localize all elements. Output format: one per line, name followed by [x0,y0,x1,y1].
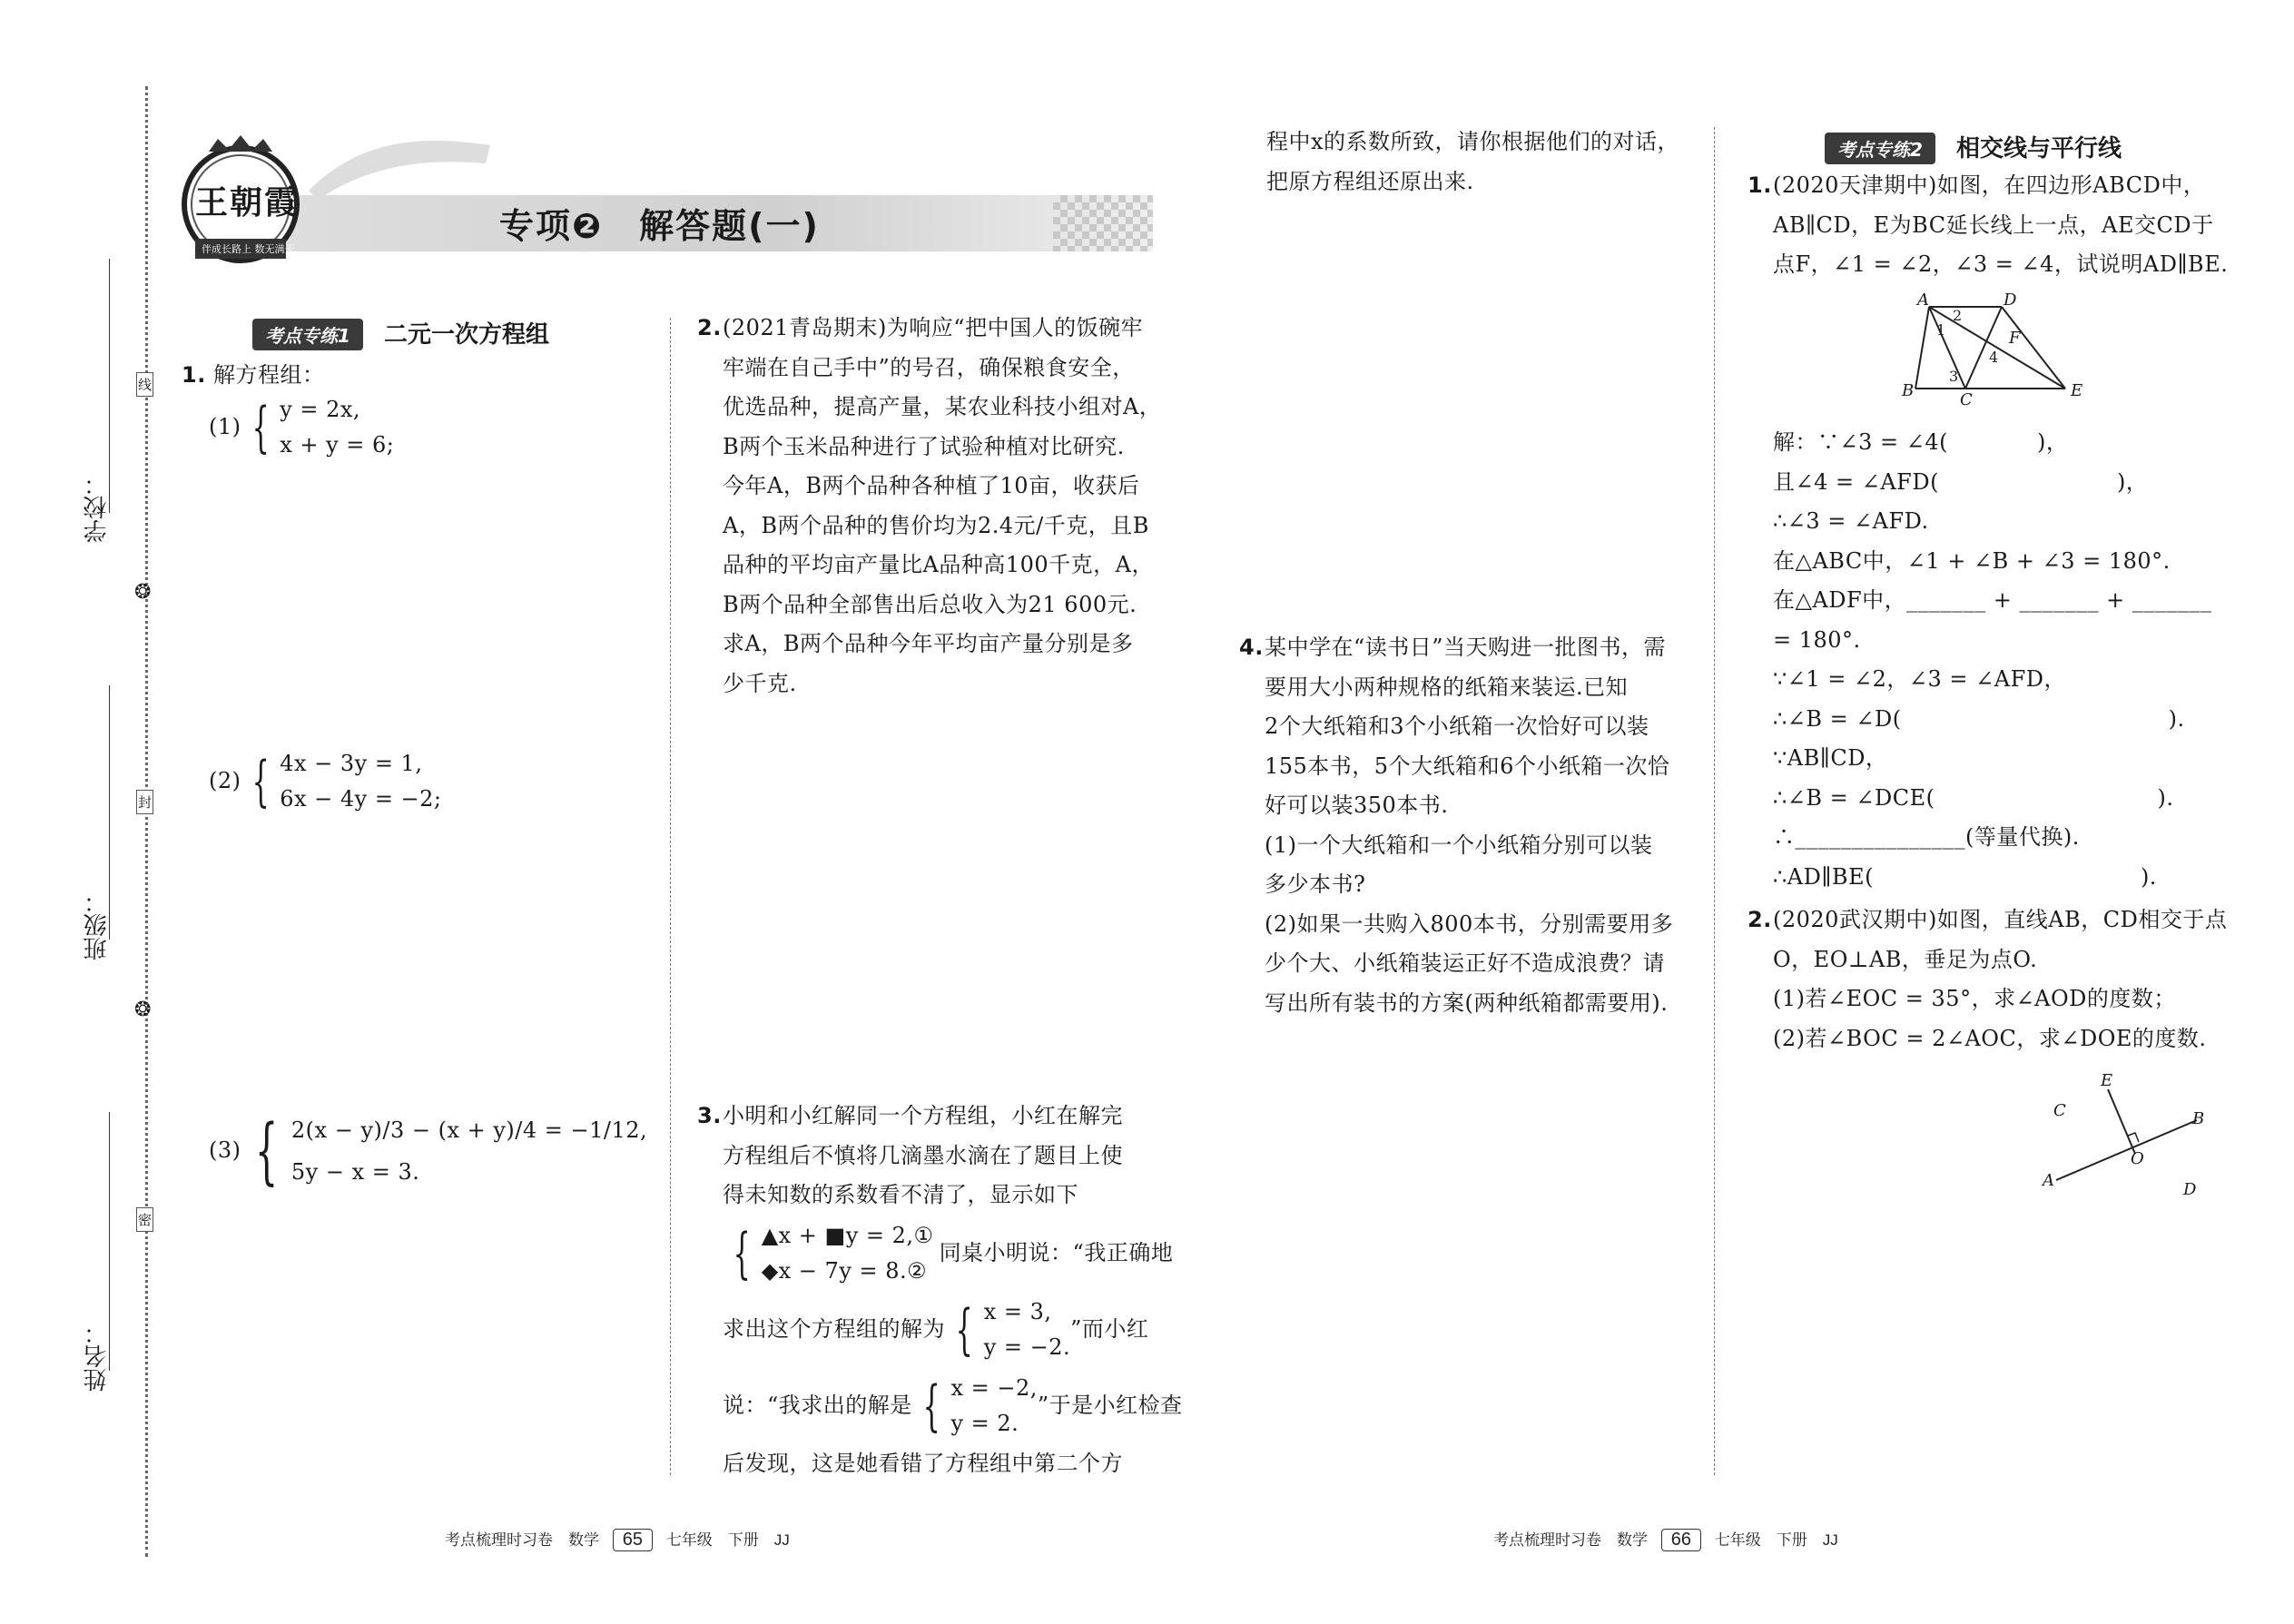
footer-grade: 七年级 下册 JJ [665,1531,790,1549]
solution-line: ∴∠3 = ∠AFD. [1773,508,1929,534]
text-line: (1)一个大纸箱和一个小纸箱分别可以装 [1265,832,1653,858]
question-text: 解方程组： [212,362,325,388]
solution-line: ∴∠B = ∠D( ). [1773,705,2185,732]
solution-line: 且∠4 = ∠AFD( )， [1773,468,2149,495]
equation: 5y − x = 3. [290,1159,420,1185]
question-body [1773,901,2227,1058]
ornament-icon: ❂ [134,999,152,1021]
solution-line: 在△ABC中，∠1 + ∠B + ∠3 = 180°. [1773,547,2171,574]
text-line: 小明和小红解同一个方程组，小红在解完 [723,1103,1123,1128]
text-line: O，EO⊥AB，垂足为点O. [1773,946,2038,972]
text-line: 品种的平均亩产量比A品种高100千克，A， [723,552,1154,577]
fig-label: C [2053,1101,2066,1120]
solution-line [723,1368,1183,1444]
text-line: 方程组后不慎将几滴墨水滴在了题目上使 [723,1142,1123,1168]
question-1 [182,356,324,396]
brace: { [251,396,270,459]
text-line: 牢端在自己手中”的号召，确保粮食安全， [723,354,1135,380]
ornament-icon: ❂ [134,581,152,604]
question-number: 3. [697,1103,722,1128]
geometry-diagram [2043,1071,2206,1216]
class-underline [109,685,110,940]
page-number: 65 [613,1529,653,1551]
footer-right [1493,1527,1838,1551]
seal-mark-mid: 封 [136,790,153,814]
text-fragment: 同桌小明说：“我正确地 [939,1239,1174,1265]
text-line: 少千克. [723,670,797,696]
school-label: 学校： [84,472,111,543]
text-line: 要用大小两种规格的纸箱来装运.已知 [1265,674,1629,700]
equation: 2(x − y)/3 − (x + y)/4 = −1/12, [290,1117,648,1143]
equation: y = 2. [950,1410,1019,1436]
text-line: B两个品种全部售出后总收入为21 600元. [723,591,1137,617]
section-title: 二元一次方程组 [384,321,550,349]
text-line: 后发现，这是她看错了方程组中第二个方 [723,1450,1123,1476]
equation: 4x − 3y = 1, [280,751,423,776]
equation: y = −2. [983,1334,1071,1360]
ribbon-decoration [309,127,490,203]
text-fragment: ”而小红 [1070,1315,1149,1342]
text-line: (2021青岛期末)为响应“把中国人的饭碗牢 [723,315,1144,340]
equation: x = −2, [950,1374,1038,1401]
brace: { [251,750,270,813]
fig-label: 1 [1936,321,1946,339]
equation-system-3 [209,1109,647,1193]
problem-2 [1748,901,2227,1058]
text-line: (1)若∠EOC = 35°，求∠AOD的度数； [1773,986,2176,1011]
name-underline [109,1112,110,1371]
logo-subtitle: 伴成长路上 数无满天 [202,243,295,255]
solution-line: 解：∵∠3 = ∠4( )， [1773,429,2069,455]
brace: { [955,1297,974,1362]
text-line: 多少本书? [1265,871,1366,897]
ink-system-line [723,1216,1183,1292]
solution-line: 在△ADF中，_______ + _______ + _______ [1773,587,2212,613]
equation: x + y = 6; [280,432,395,458]
solution-line: ∴AD∥BE( ). [1773,863,2157,890]
class-label: 班级： [84,890,111,960]
logo-text: 王朝霞 [195,183,300,221]
section-title: 相交线与平行线 [1956,135,2122,162]
text-line: 求A，B两个品种今年平均亩产量分别是多 [723,631,1134,656]
part-label: (3) [209,1137,241,1164]
footer-left [445,1527,790,1551]
text-fragment: 说：“我求出的解是 [723,1392,912,1418]
brace: { [922,1373,940,1438]
question-3 [697,1097,1183,1483]
solution-line: ∵∠1 = ∠2，∠3 = ∠AFD， [1773,666,2066,692]
name-label: 姓名： [84,1321,111,1392]
text-line: 某中学在“读书日”当天购进一批图书，需 [1265,635,1667,660]
text-line: AB∥CD，E为BC延长线上一点，AE交CD于 [1773,212,2214,238]
footer-book: 考点梳理时习卷 数学 [445,1531,599,1549]
question-body [1265,628,1673,1023]
fig-label: C [1960,390,1973,409]
part-label: (1) [209,414,241,440]
problem-1-solution [1773,423,2211,897]
section-1-heading [252,316,549,350]
column-divider [670,318,671,1475]
question-body [1773,166,2228,285]
binding-dotted-line [145,86,148,1557]
equation-system-2 [209,746,442,817]
text-line: 点F，∠1 = ∠2，∠3 = ∠4，试说明AD∥BE. [1773,251,2229,277]
text-line: (2)若∠BOC = 2∠AOC，求∠DOE的度数. [1773,1025,2207,1051]
problem-1 [1748,166,2228,285]
solution-line [723,1292,1183,1368]
solution-line: ∴∠B = ∠DCE( ). [1773,784,2174,811]
column-divider [1714,127,1715,1475]
fig-label: A [1917,290,1929,310]
quadrilateral-figure [1902,290,2102,412]
text-line: 写出所有装书的方案(两种纸箱都需要用). [1265,989,1669,1016]
section-badge: 考点专练2 [1825,133,1935,164]
equation: y = 2x, [280,397,361,422]
question-4 [1239,628,1673,1023]
page-title: 专项❷ 解答题(一) [499,206,820,246]
equation: ◆x − 7y = 8.② [761,1257,928,1284]
footer-grade: 七年级 下册 JJ [1714,1531,1838,1549]
checker-pattern [1053,195,1153,251]
text-line: A，B两个品种的售价均为2.4元/千克，且B [723,512,1149,538]
brace: { [733,1221,752,1285]
equation: x = 3, [983,1298,1052,1324]
solution-line: ∴_______________(等量代换). [1773,824,2080,850]
equation: 6x − 4y = −2; [280,786,442,812]
question-number: 2. [697,315,722,340]
equation-system-1 [209,392,394,463]
question-number: 2. [1748,907,1772,932]
text-line: 少个大、小纸箱装运正好不造成浪费？请 [1265,950,1665,976]
text-line: 把原方程组还原出来. [1266,168,1474,194]
fig-label: F [2009,329,2021,348]
solution-line: ∵AB∥CD， [1773,745,1888,771]
text-line: (2020天津期中)如图，在四边形ABCD中， [1773,172,2206,198]
question-number: 4. [1239,635,1264,660]
text-fragment: 求出这个方程组的解为 [723,1315,945,1342]
text-line: 优选品种，提高产量，某农业科技小组对A， [723,394,1162,419]
section-badge: 考点专练1 [252,319,363,350]
footer-book: 考点梳理时习卷 数学 [1493,1531,1648,1549]
text-line: B两个玉米品种进行了试验种植对比研究. [723,433,1125,459]
text-line: 今年A，B两个品种各种植了10亩，收获后 [723,473,1140,498]
equation: ▲x + ■y = 2,① [761,1222,934,1248]
brace: { [254,1108,279,1193]
text-fragment: ”于是小红检查 [1037,1392,1183,1418]
seal-mark-top: 线 [136,372,153,397]
seal-mark-bottom: 密 [136,1207,153,1232]
text-line: 155本书，5个大纸箱和6个小纸箱一次恰 [1265,753,1670,779]
part-label: (2) [209,768,241,794]
question-body [723,1097,1183,1216]
school-underline [109,259,110,513]
fig-label: B [2192,1109,2205,1128]
question-number: 1. [1748,172,1772,198]
question-number: 1. [182,362,206,388]
question-body [723,309,1161,704]
solution-line: = 180°. [1773,626,1861,653]
fig-label: 4 [1989,349,1999,366]
text-line: 程中x的系数所致，请你根据他们的对话， [1266,129,1680,154]
question-2 [697,309,1161,704]
text-line: (2020武汉期中)如图，直线AB，CD相交于点 [1773,907,2228,932]
section-2-heading [1825,130,2122,164]
fig-label: 2 [1953,307,1963,324]
page-number: 66 [1661,1529,1701,1551]
text-line: (2)如果一共购入800本书，分别需要用多 [1265,910,1674,937]
fig-label: E [2101,1071,2113,1090]
fig-label: A [2043,1171,2054,1190]
text-line: 2个大纸箱和3个小纸箱一次恰好可以装 [1265,714,1649,739]
fig-label: D [2183,1180,2197,1199]
fig-label: 3 [1949,368,1959,385]
text-line: 得未知数的系数看不清了，显示如下 [723,1182,1078,1207]
text-line: 好可以装350本书. [1265,792,1449,818]
fig-label: E [2071,381,2083,400]
question-3-continued [1266,123,1679,202]
fig-label: O [2131,1149,2144,1168]
fig-label: D [2004,290,2017,310]
intersecting-lines-figure [2043,1071,2206,1220]
fig-label: B [1902,381,1915,400]
